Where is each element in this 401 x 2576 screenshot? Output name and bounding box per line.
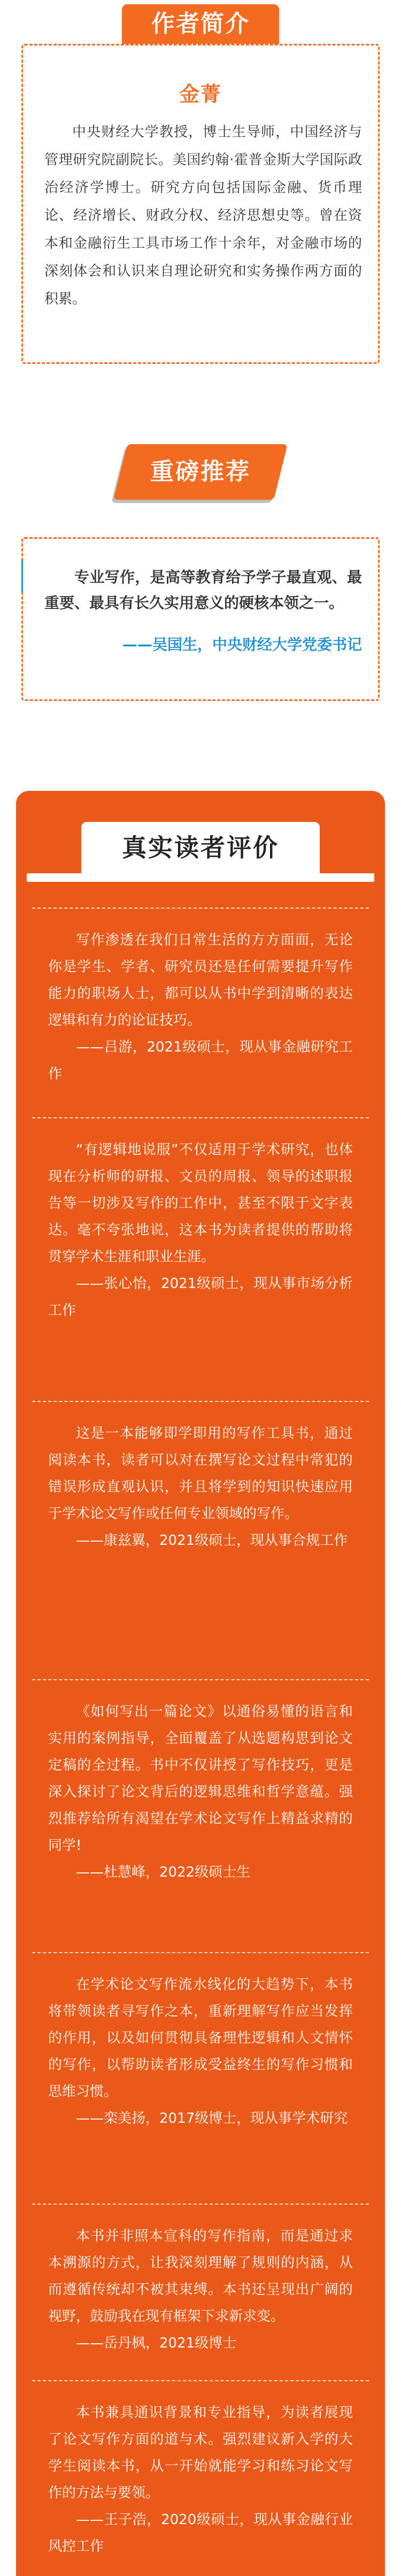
reviews-panel [16,791,385,2576]
author-name: 金菁 [179,82,222,106]
review-item [32,2380,369,2560]
recommend-quote: 专业写作，是高等教育给予学子最直观、最重要、最具有长久实用意义的硬核本领之一。 [44,568,362,612]
reviews-title-tab [81,822,320,873]
review-item [32,908,369,1087]
author-bio: 中央财经大学教授，博士生导师，中国经济与管理研究院副院长。美国约翰·霍普金斯大学国际政治经济学博士。研究方向包括国际金融、货币理论、经济增长、财政分权、经济思想史等。曾在资本和金融衍生工具市场工作十余年，对金融市场的深刻体会和认识来自理论研究和实务操作两方面的积累。 [44,124,362,307]
recommend-source: ——吴国生，中央财经大学党委书记 [122,636,362,653]
recommend-card [21,537,380,701]
recommend-badge [115,444,286,508]
reviews-title-bar [27,873,374,882]
review-attribution: ——康兹翼，2021级硕士，现从事合规工作 [76,1533,348,1549]
review-attribution: ——王子浩，2020级硕士，现从事金融行业风控工作 [48,2512,353,2555]
review-attribution: ——岳丹枫，2021级博士 [76,2335,237,2351]
recommend-section-title: 重磅推荐 [150,458,251,485]
review-text: 这是一本能够即学即用的写作工具书，通过阅读本书，读者可以对在撰写论文过程中常犯的错误形成直观认识，并且将学到的知识快速应用于学术论文写作或任何专业领域的写作。 [48,1426,353,1522]
review-attribution: ——栾美扬，2017级博士，现从事学术研究 [76,2110,348,2127]
recommend-section [0,0,401,717]
review-text: “有逻辑地说服”不仅适用于学术研究，也体现在分析师的研报、文员的周报、领导的述职报告等一切涉及写作的工作中，甚至不限于文字表达。毫不夸张地说，这本书为读者提供的帮助将贯穿学术生涯和职业生涯。 [48,1142,353,1265]
review-item [32,1401,369,1554]
recommend-accent-bar [21,560,23,592]
review-item [32,1952,369,2132]
review-attribution: ——吕游，2021级硕士，现从事金融研究工作 [48,1039,353,1082]
review-text: 《如何写出一篇论文》以通俗易懂的语言和实用的案例指导，全面覆盖了从选题构思到论文定稿的全过程。书中不仅讲授了写作技巧，更是深入探讨了论文背后的逻辑思维和哲学意蕴。强烈推荐给所有渴望在学术论文写作上精益求精的同学! [48,1704,353,1854]
review-text: 本书兼具通识背景和专业指导，为读者展现了论文写作方面的道与术。强烈建议新入学的大学生阅读本书，从一开始就能学习和练习论文写作的方法与要领。 [48,2405,353,2501]
review-item [32,2204,369,2357]
review-item [32,1117,369,1324]
review-text: 本书并非照本宣科的写作指南，而是通过求本溯源的方式，让我深刻理解了规则的内涵，从而遵循传统却不被其束缚。本书还呈现出广阔的视野，鼓励我在现有框架下求新求变。 [48,2228,353,2325]
review-attribution: ——杜慧峰，2022级硕士生 [76,1864,251,1880]
reviews-section-title: 真实读者评价 [122,833,279,862]
review-attribution: ——张心怡，2021级硕士，现从事市场分析工作 [48,1276,353,1319]
review-item [32,1679,369,1886]
review-text: 写作渗透在我们日常生活的方方面面，无论你是学生、学者、研究员还是任何需要提升写作能力的职场人士，都可以从书中学到清晰的表达逻辑和有力的论证技巧。 [48,932,353,1028]
review-text: 在学术论文写作流水线化的大趋势下，本书将带领读者寻写作之本，重新理解写作应当发挥的作用，以及如何贯彻具备理性逻辑和人文情怀的写作，以帮助读者形成受益终生的写作习惯和思维习惯。 [48,1977,353,2100]
author-section-title: 作者简介 [122,4,279,44]
